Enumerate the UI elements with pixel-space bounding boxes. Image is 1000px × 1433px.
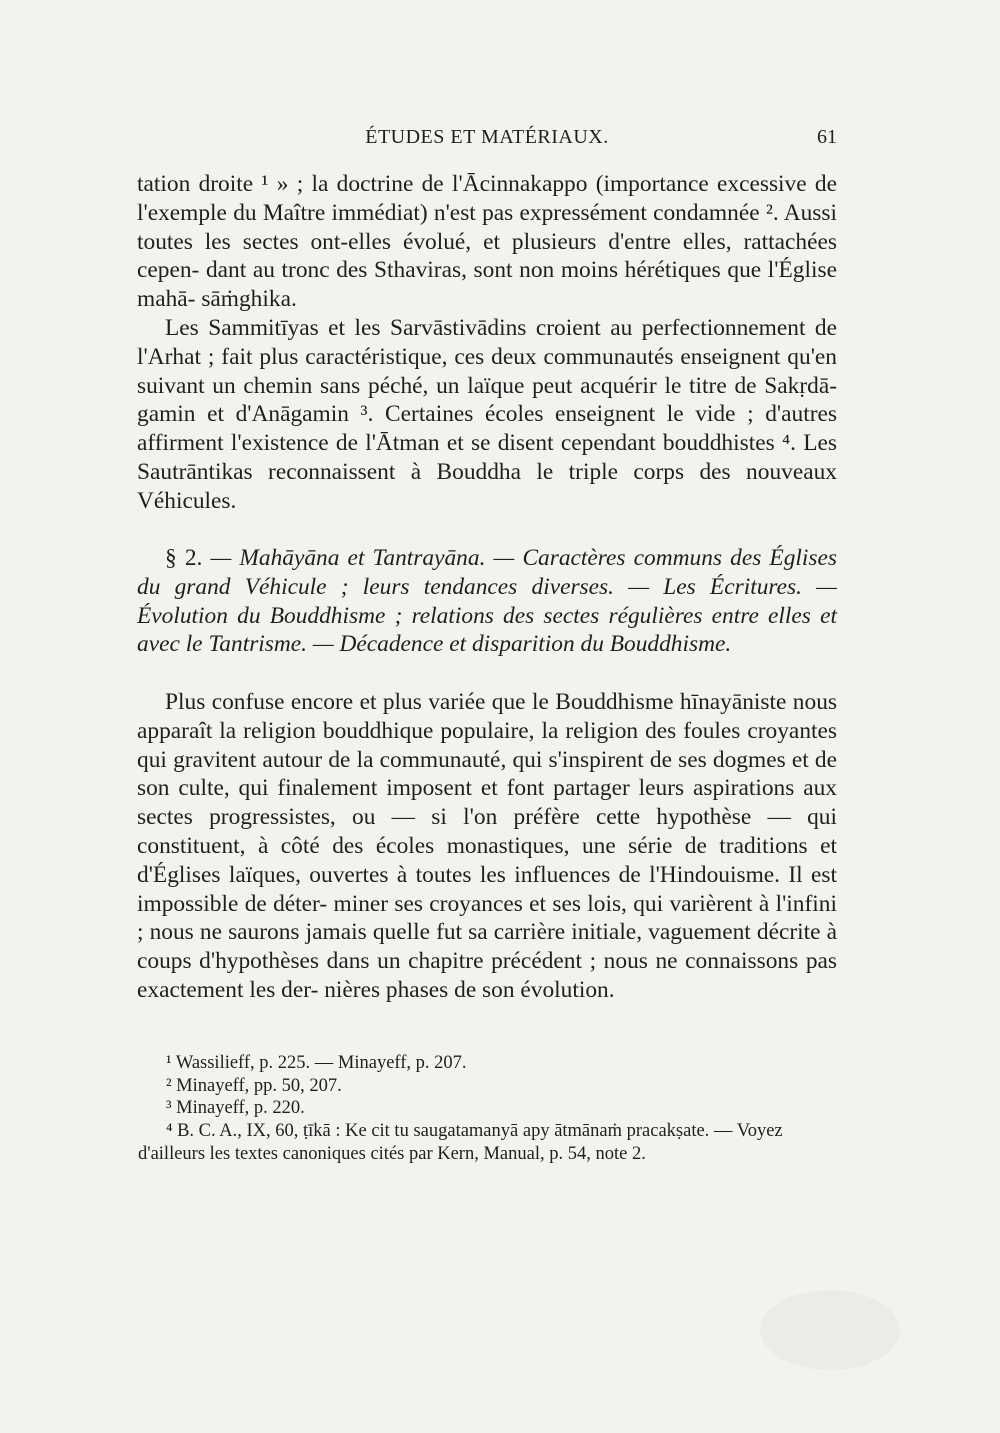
paragraph-3-line: ouvertes à toutes les influences de l'Hindouisme. Il est impossible de déter- — [137, 861, 837, 917]
paragraph-2-line: l'existence de l'Ātman et se disent cependant bouddhistes ⁴. Les Sautrāntikas — [137, 430, 837, 485]
footnote-4: ⁴ B. C. A., IX, 60, ṭīkā : Ke cit tu saugatamanyā apy ātmānaṁ pracakṣate. — Voyez — [166, 1121, 783, 1142]
section-mark: § 2. — [165, 545, 203, 571]
footnote-3: ³ Minayeff, p. 220. — [166, 1098, 305, 1119]
section-heading-line: — Mahāyāna et Tantrayāna. — Caractères communs des Églises du — [137, 545, 837, 600]
paragraph-3-line: sectes progressistes, ou — si l'on préfère cette hypothèse — qui constituent, — [137, 804, 837, 859]
body-text-lower — [137, 688, 837, 1005]
paragraph-1-line: toutes les sectes ont-elles évolué, et plusieurs d'entre elles, rattachées cepen- — [137, 228, 837, 284]
section-heading-text — [137, 544, 837, 659]
section-heading — [137, 544, 837, 659]
paragraph-1-line: l'exemple du Maître immédiat) n'est pas expressément condamnée ². Aussi — [137, 199, 837, 226]
paragraph-1-line: sāṁghika. — [201, 286, 297, 313]
paragraph-2 — [137, 314, 837, 516]
running-title: ÉTUDES ET MATÉRIAUX. — [365, 126, 609, 148]
paragraph-2-line: l'Arhat ; fait plus caractéristique, ces deux communautés enseignent qu'en — [137, 343, 837, 370]
footnote-4-continuation: d'ailleurs les textes canoniques cités par Kern, Manual, p. 54, note 2. — [138, 1143, 646, 1164]
paragraph-3-line: miner ses croyances et ses lois, qui varièrent à l'infini ; nous ne saurons — [137, 890, 837, 946]
page-number: 61 — [817, 126, 837, 148]
paragraph-3-line: dans un chapitre précédent ; nous ne connaissons pas exactement les der- — [137, 948, 837, 1003]
paragraph-1-line: dant au tronc des Sthaviras, sont non moins hérétiques que l'Église mahā- — [137, 257, 837, 313]
paragraph-1 — [137, 170, 837, 314]
paragraph-3-line: jamais quelle fut sa carrière initiale, vaguement décrite à coups d'hypothèses — [137, 919, 837, 975]
paragraph-3-line: qui gravitent autour de la communauté, qui s'inspirent de ses dogmes et de — [137, 746, 837, 773]
paragraph-2-line: reconnaissent à Bouddha le triple corps des nouveaux Véhicules. — [137, 458, 837, 514]
paragraph-3-line: nières phases de son évolution. — [324, 976, 615, 1003]
footnote-2: ² Minayeff, pp. 50, 207. — [166, 1075, 342, 1096]
footnotes — [138, 1052, 837, 1166]
footnote-1: ¹ Wassilieff, p. 225. — Minayeff, p. 207. — [166, 1053, 467, 1073]
paragraph-2-line: Les Sammitīyas et les Sarvāstivādins croient au perfectionnement de — [165, 314, 837, 341]
page-smudge — [760, 1290, 900, 1370]
paragraph-2-line: gamin et d'Anāgamin ³. Certaines écoles enseignent le vide ; d'autres affirment — [137, 401, 837, 457]
paragraph-1-line: tation droite ¹ » ; la doctrine de l'Ācinnakappo (importance excessive de — [137, 171, 837, 197]
paragraph-3-line: à côté des écoles monastiques, une série de traditions et d'Églises laïques, — [137, 832, 837, 888]
section-heading-line: du Bouddhisme ; relations des sectes régulières entre elles et avec le — [137, 602, 837, 658]
paragraph-3-line: Plus confuse encore et plus variée que le Bouddhisme hīnayāniste nous — [165, 689, 837, 715]
paragraph-2-line: suivant un chemin sans péché, un laïque peut acquérir le titre de Sakṛdā- — [137, 372, 837, 399]
paragraph-3 — [137, 688, 837, 1005]
section-heading-line: grand Véhicule ; leurs tendances diverses. — Les Écritures. — Évolution — [137, 573, 837, 629]
page-header — [137, 120, 837, 154]
body-text-upper — [137, 170, 837, 516]
paragraph-3-line: apparaît la religion bouddhique populaire, la religion des foules croyantes — [137, 717, 837, 744]
paragraph-3-line: son culte, qui finalement imposent et font partager leurs aspirations aux — [137, 775, 837, 802]
section-heading-line: Tantrisme. — Décadence et disparition du Bouddhisme. — [208, 631, 732, 658]
